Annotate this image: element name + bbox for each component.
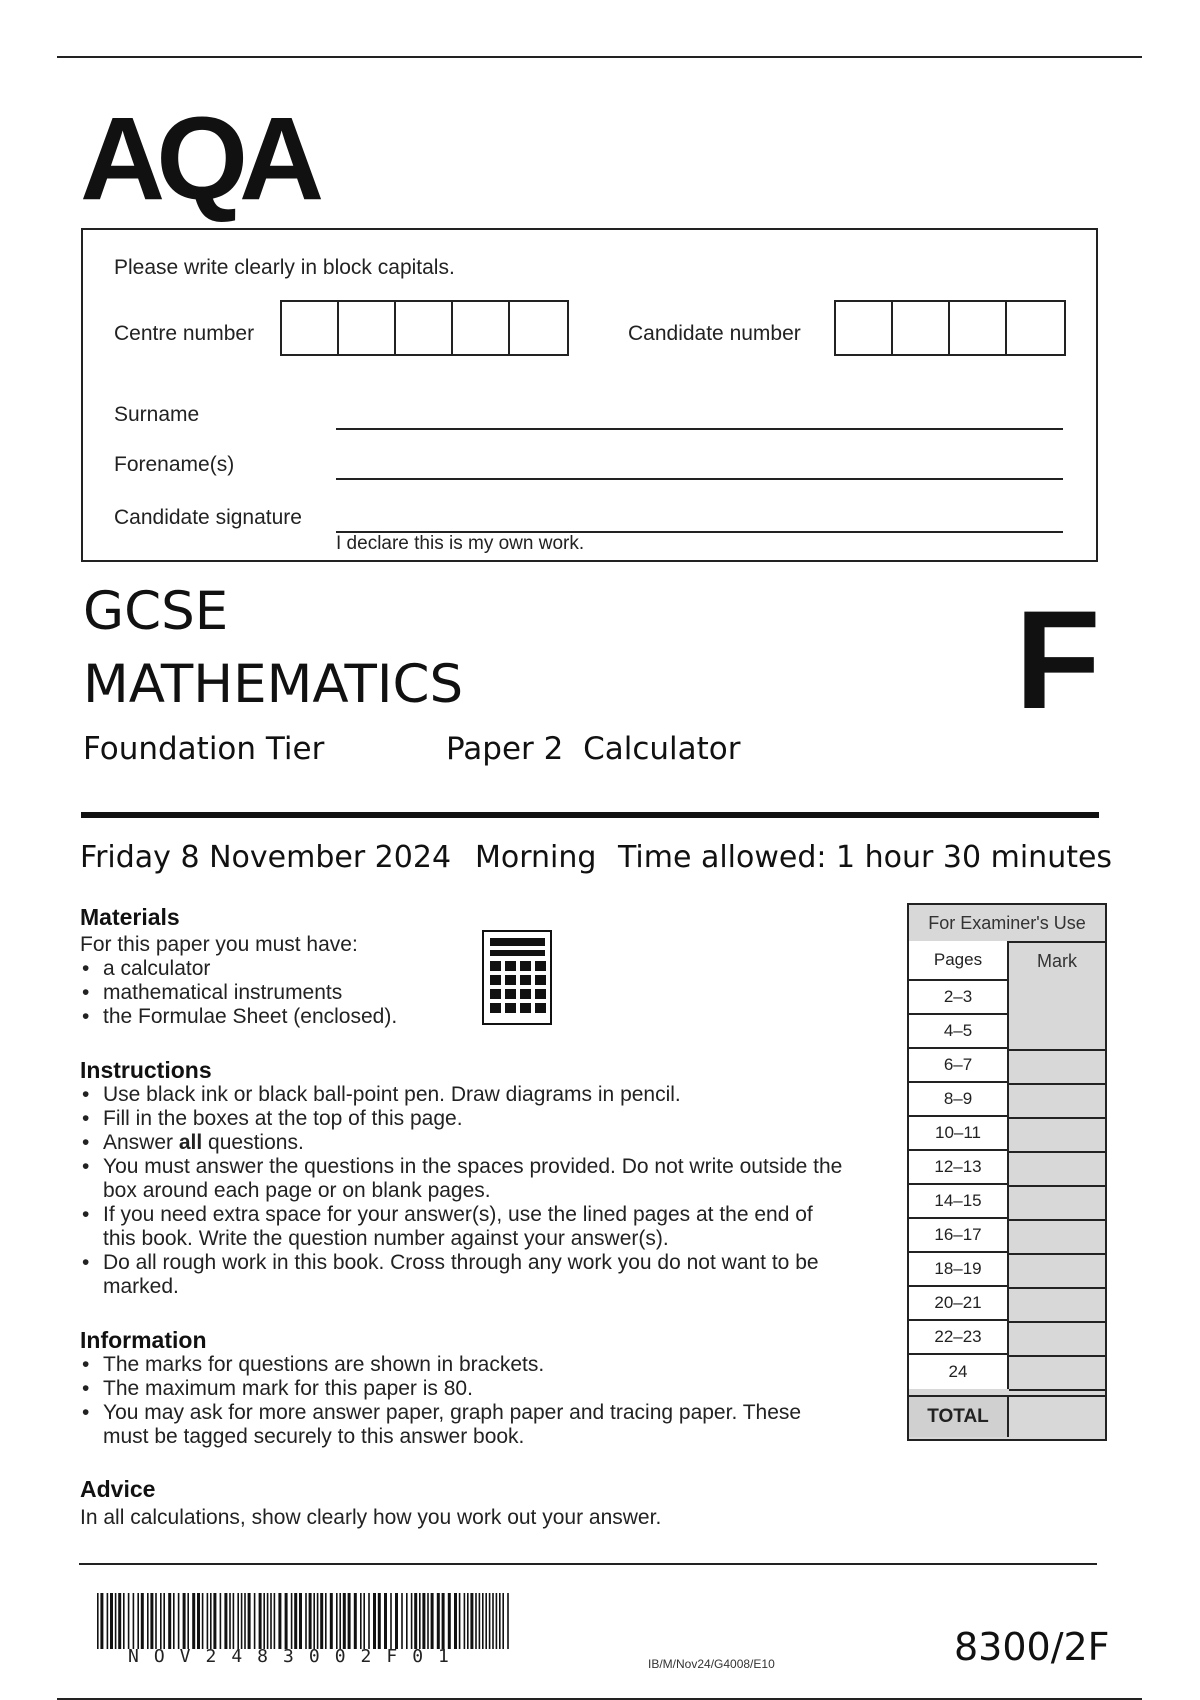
barcode-bar bbox=[155, 1593, 157, 1649]
mark-cell bbox=[1009, 1255, 1105, 1289]
list-item: • The maximum mark for this paper is 80. bbox=[80, 1377, 805, 1401]
barcode-bar bbox=[160, 1593, 162, 1649]
barcode-bar bbox=[294, 1593, 297, 1649]
barcode-bar bbox=[267, 1593, 269, 1649]
candidate-number-field[interactable] bbox=[834, 300, 1066, 356]
mark-cell bbox=[1009, 1153, 1105, 1187]
barcode-bar bbox=[419, 1593, 421, 1649]
mark-cell bbox=[1009, 1119, 1105, 1153]
barcode-bar bbox=[464, 1593, 466, 1649]
barcode-bar bbox=[183, 1593, 186, 1649]
centre-number-label: Centre number bbox=[114, 322, 255, 345]
barcode-bar bbox=[197, 1593, 200, 1649]
barcode-bar bbox=[278, 1593, 281, 1649]
candidate-digit-box[interactable] bbox=[1007, 302, 1064, 354]
barcode-bar bbox=[339, 1593, 341, 1649]
barcode-bar bbox=[390, 1593, 392, 1649]
barcode-bar bbox=[285, 1593, 288, 1649]
barcode-bar bbox=[427, 1593, 429, 1649]
centre-digit-box[interactable] bbox=[282, 302, 339, 354]
barcode-bar bbox=[325, 1593, 327, 1649]
centre-number-field[interactable] bbox=[280, 300, 569, 356]
barcode-bar bbox=[336, 1593, 338, 1649]
barcode-bar bbox=[299, 1593, 302, 1649]
pages-cell: 14–15 bbox=[909, 1185, 1009, 1219]
instructions-heading: Instructions bbox=[80, 1057, 212, 1083]
barcode-bar bbox=[454, 1593, 457, 1649]
pages-cell: 10–11 bbox=[909, 1117, 1009, 1151]
barcode-bar bbox=[309, 1593, 312, 1649]
pages-cell: 4–5 bbox=[909, 1015, 1009, 1049]
barcode-bar bbox=[360, 1593, 362, 1649]
answer-text: Answer bbox=[103, 1131, 179, 1154]
materials-list bbox=[80, 957, 460, 1029]
mark-header: Mark bbox=[1037, 950, 1077, 971]
advice-text: In all calculations, show clearly how you work out your answer. bbox=[80, 1506, 662, 1529]
pages-cell: 16–17 bbox=[909, 1219, 1009, 1253]
mark-cell bbox=[1009, 1323, 1105, 1357]
pages-cell: 20–21 bbox=[909, 1287, 1009, 1321]
qualification-title: GCSE bbox=[83, 581, 229, 642]
barcode-bar bbox=[482, 1593, 484, 1649]
list-item: • Use black ink or black ball-point pen. Draw diagrams in pencil. bbox=[80, 1083, 850, 1107]
barcode-bar bbox=[210, 1593, 212, 1649]
barcode-bar bbox=[291, 1593, 293, 1649]
barcode-bar bbox=[317, 1593, 319, 1649]
tier-letter: F bbox=[1015, 581, 1101, 738]
barcode-bar bbox=[368, 1593, 370, 1649]
mark-cell bbox=[1009, 1289, 1105, 1323]
examiners-use-heading: For Examiner's Use bbox=[909, 905, 1105, 943]
list-item: • You may ask for more answer paper, graph paper and tracing paper. These must be tagged securely to this answer book. bbox=[80, 1401, 805, 1449]
barcode-bar bbox=[348, 1593, 351, 1649]
subject-title: MATHEMATICS bbox=[83, 654, 464, 715]
barcode-bar bbox=[254, 1593, 256, 1649]
list-item: • mathematical instruments bbox=[80, 981, 460, 1005]
barcode-bar bbox=[499, 1593, 501, 1649]
barcode-text: NOV2483002F01 bbox=[128, 1646, 464, 1667]
surname-label: Surname bbox=[114, 403, 200, 426]
forename-label: Forename(s) bbox=[114, 453, 235, 476]
pages-cell: 2–3 bbox=[909, 981, 1009, 1015]
barcode-bar bbox=[192, 1593, 195, 1649]
barcode-bar bbox=[173, 1593, 175, 1649]
barcode-bar bbox=[178, 1593, 180, 1649]
surname-field[interactable] bbox=[336, 428, 1063, 430]
total-label: TOTAL bbox=[909, 1397, 1009, 1437]
barcode-bar bbox=[147, 1593, 149, 1649]
forename-field[interactable] bbox=[336, 478, 1063, 480]
barcode-bar bbox=[489, 1593, 491, 1649]
barcode-bar bbox=[431, 1593, 434, 1649]
barcode-bar bbox=[220, 1593, 222, 1649]
barcode-bar bbox=[150, 1593, 153, 1649]
barcode-bar bbox=[233, 1593, 235, 1649]
barcode-bar bbox=[401, 1593, 403, 1649]
barcode-bar bbox=[313, 1593, 315, 1649]
declaration-text: I declare this is my own work. bbox=[336, 533, 585, 554]
answer-text: questions. bbox=[202, 1131, 304, 1154]
barcode-bar bbox=[100, 1593, 103, 1649]
barcode-bar bbox=[378, 1593, 381, 1649]
mark-cell bbox=[1009, 1187, 1105, 1221]
mark-cell bbox=[1009, 1085, 1105, 1119]
barcode-bar bbox=[475, 1593, 477, 1649]
document-reference: IB/M/Nov24/G4008/E10 bbox=[648, 1657, 775, 1671]
pages-cell: 22–23 bbox=[909, 1321, 1009, 1355]
barcode-bar bbox=[485, 1593, 487, 1649]
paper-code: 8300/2F bbox=[954, 1625, 1110, 1669]
barcode-bar bbox=[373, 1593, 376, 1649]
aqa-logo: AQA bbox=[80, 93, 316, 225]
barcode-bar bbox=[141, 1593, 144, 1649]
barcode-bar bbox=[343, 1593, 346, 1649]
barcode-bar bbox=[274, 1593, 276, 1649]
answer-emphasis: all bbox=[178, 1131, 203, 1154]
calculator-icon bbox=[482, 930, 552, 1025]
barcode-bar bbox=[395, 1593, 398, 1649]
pages-cell: 6–7 bbox=[909, 1049, 1009, 1083]
barcode-bar bbox=[320, 1593, 323, 1649]
instructions-list bbox=[80, 1083, 850, 1299]
barcode-bar bbox=[479, 1593, 481, 1649]
pages-column bbox=[909, 941, 1009, 1389]
barcode-bar bbox=[442, 1593, 445, 1649]
list-item: • If you need extra space for your answer(s), use the lined pages at the end of this book. Write the question number against your answer(s). bbox=[80, 1203, 850, 1251]
barcode-bar bbox=[354, 1593, 357, 1649]
barcode-bar bbox=[207, 1593, 209, 1649]
barcode-bar bbox=[128, 1593, 130, 1649]
candidate-digit-box[interactable] bbox=[950, 302, 1007, 354]
barcode-bar bbox=[213, 1593, 216, 1649]
list-item: • the Formulae Sheet (enclosed). bbox=[80, 1005, 460, 1029]
list-item: • Fill in the boxes at the top of this page. bbox=[80, 1107, 850, 1131]
barcode-bar bbox=[270, 1593, 272, 1649]
list-item: • The marks for questions are shown in brackets. bbox=[80, 1353, 805, 1377]
candidate-number-label: Candidate number bbox=[628, 322, 801, 345]
barcode-bar bbox=[384, 1593, 387, 1649]
barcode-bar bbox=[330, 1593, 333, 1649]
tier-label: Foundation Tier bbox=[83, 731, 325, 767]
title-divider bbox=[81, 812, 1099, 818]
pages-cell: 12–13 bbox=[909, 1151, 1009, 1185]
barcode-bar bbox=[363, 1593, 365, 1649]
pages-cell: 18–19 bbox=[909, 1253, 1009, 1287]
total-row bbox=[909, 1395, 1105, 1439]
examiners-use-table bbox=[907, 903, 1107, 1441]
pages-header: Pages bbox=[909, 941, 1009, 981]
barcode-bar bbox=[107, 1593, 109, 1649]
barcode-bar bbox=[237, 1593, 239, 1649]
barcode-bar bbox=[168, 1593, 171, 1649]
centre-digit-box[interactable] bbox=[339, 302, 396, 354]
barcode-bar bbox=[496, 1593, 498, 1649]
barcode-bar bbox=[187, 1593, 189, 1649]
paper-label: Paper 2 Calculator bbox=[446, 731, 741, 767]
barcode-bar bbox=[202, 1593, 204, 1649]
barcode-bar bbox=[259, 1593, 262, 1649]
list-item: • Do all rough work in this book. Cross through any work you do not want to be marked. bbox=[80, 1251, 850, 1299]
pages-cell: 24 bbox=[909, 1355, 1009, 1389]
barcode-bar bbox=[411, 1593, 413, 1649]
barcode-bar bbox=[502, 1593, 504, 1649]
barcode-bar bbox=[305, 1593, 307, 1649]
barcode-bar bbox=[241, 1593, 243, 1649]
barcode-bar bbox=[437, 1593, 440, 1649]
mark-column bbox=[1009, 1017, 1105, 1391]
barcode-bar bbox=[448, 1593, 451, 1649]
pages-cell: 8–9 bbox=[909, 1083, 1009, 1117]
centre-digit-box[interactable] bbox=[510, 302, 567, 354]
mark-cell bbox=[1009, 1017, 1105, 1051]
barcode-bar bbox=[115, 1593, 117, 1649]
barcode-bar bbox=[224, 1593, 227, 1649]
barcode-bar bbox=[492, 1593, 494, 1649]
barcode-bar bbox=[133, 1593, 135, 1649]
barcode-bar bbox=[422, 1593, 425, 1649]
candidate-digit-box[interactable] bbox=[836, 302, 893, 354]
barcode-bar bbox=[110, 1593, 113, 1649]
barcode-bar bbox=[467, 1593, 469, 1649]
centre-digit-box[interactable] bbox=[396, 302, 453, 354]
mark-cell bbox=[1009, 1221, 1105, 1255]
information-list bbox=[80, 1353, 805, 1449]
barcode-bar bbox=[406, 1593, 408, 1649]
exam-date: Friday 8 November 2024 bbox=[80, 840, 452, 875]
centre-digit-box[interactable] bbox=[453, 302, 510, 354]
barcode-bar bbox=[163, 1593, 165, 1649]
barcode-bar bbox=[248, 1593, 251, 1649]
mark-cell bbox=[1009, 1051, 1105, 1085]
barcode-bar bbox=[97, 1593, 99, 1649]
mark-cell bbox=[1009, 1357, 1105, 1391]
list-item bbox=[80, 1131, 850, 1155]
barcode-bar bbox=[507, 1593, 509, 1649]
information-heading: Information bbox=[80, 1327, 207, 1353]
barcode-bar bbox=[137, 1593, 139, 1649]
barcode-bar bbox=[118, 1593, 121, 1649]
barcode-bar bbox=[470, 1593, 473, 1649]
barcode-bar bbox=[229, 1593, 231, 1649]
barcode-bar bbox=[123, 1593, 125, 1649]
materials-intro: For this paper you must have: bbox=[80, 933, 358, 956]
block-capitals-instruction: Please write clearly in block capitals. bbox=[114, 256, 455, 279]
barcode-bar bbox=[459, 1593, 461, 1649]
candidate-digit-box[interactable] bbox=[893, 302, 950, 354]
barcode bbox=[97, 1593, 513, 1649]
barcode-bar bbox=[263, 1593, 265, 1649]
exam-session: Morning bbox=[475, 840, 597, 875]
signature-label: Candidate signature bbox=[114, 506, 302, 529]
advice-heading: Advice bbox=[80, 1476, 156, 1502]
footer-rule bbox=[79, 1563, 1097, 1565]
list-item: • You must answer the questions in the spaces provided. Do not write outside the box around each page or on blank pages. bbox=[80, 1155, 850, 1203]
top-rule bbox=[57, 56, 1142, 58]
barcode-bar bbox=[244, 1593, 246, 1649]
list-item: • a calculator bbox=[80, 957, 460, 981]
time-allowed: Time allowed: 1 hour 30 minutes bbox=[618, 840, 1113, 875]
barcode-bar bbox=[414, 1593, 417, 1649]
materials-heading: Materials bbox=[80, 904, 180, 930]
